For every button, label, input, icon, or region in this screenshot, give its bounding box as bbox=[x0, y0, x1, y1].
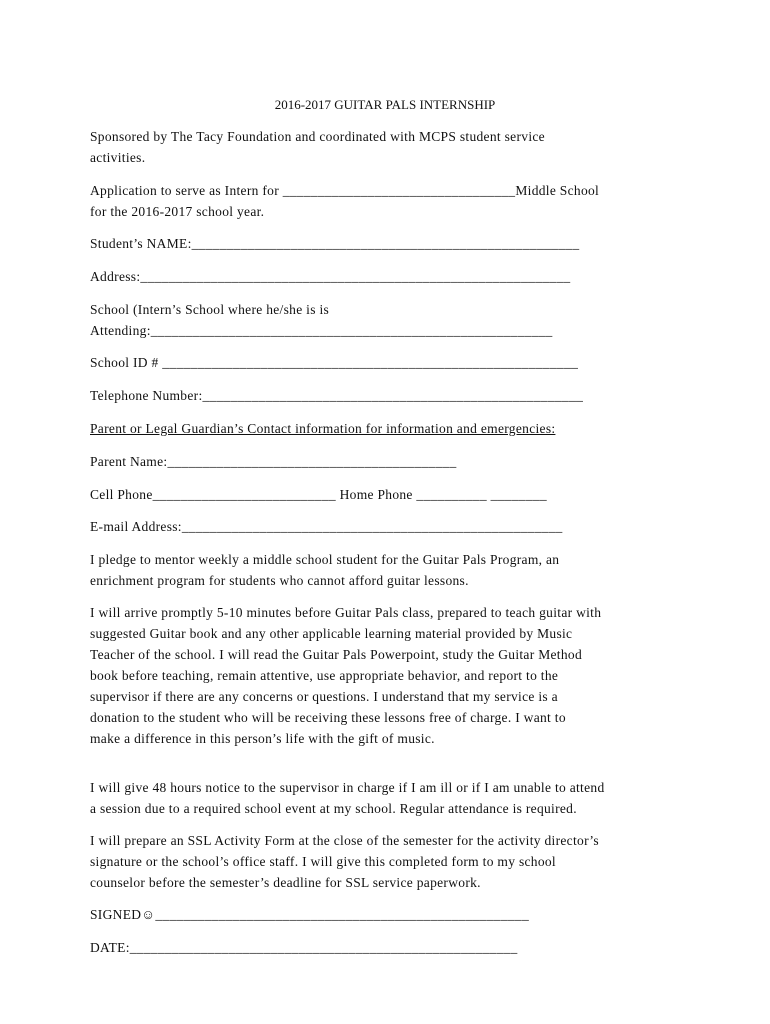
parent-contact-heading: Parent or Legal Guardian’s Contact information for information and emergencies: bbox=[90, 421, 556, 436]
student-name-field[interactable]: Student’s NAME:_______________________________________________________ bbox=[90, 236, 580, 251]
telephone-field[interactable]: Telephone Number:______________________________________________________ bbox=[90, 388, 584, 403]
application-line-1: Application to serve as Intern for _________________________________Middle School bbox=[90, 183, 600, 198]
signature-field[interactable]: SIGNED☺_____________________________________________________ bbox=[90, 907, 530, 922]
ssl-line-1: I will prepare an SSL Activity Form at the close of the semester for the activity director’s bbox=[90, 833, 599, 848]
date-field[interactable]: DATE:_______________________________________________________ bbox=[90, 940, 518, 955]
phone-fields[interactable]: Cell Phone__________________________ Home Phone __________ ________ bbox=[90, 487, 547, 502]
school-line-1: School (Intern’s School where he/she is is bbox=[90, 302, 330, 317]
arrive-line-7: make a difference in this person’s life with the gift of music. bbox=[90, 731, 435, 746]
school-attending-field[interactable]: Attending:_________________________________________________________ bbox=[90, 323, 553, 338]
arrive-line-1: I will arrive promptly 5-10 minutes before Guitar Pals class, prepared to teach guitar with bbox=[90, 605, 602, 620]
email-field[interactable]: E-mail Address:______________________________________________________ bbox=[90, 519, 563, 534]
ssl-line-3: counselor before the semester’s deadline for SSL service paperwork. bbox=[90, 875, 481, 890]
application-line-2: for the 2016-2017 school year. bbox=[90, 204, 265, 219]
arrive-line-4: book before teaching, remain attentive, use appropriate behavior, and report to the bbox=[90, 668, 559, 683]
notice-line-2: a session due to a required school event at my school. Regular attendance is required. bbox=[90, 801, 577, 816]
ssl-line-2: signature or the school’s office staff. I will give this completed form to my school bbox=[90, 854, 556, 869]
arrive-line-3: Teacher of the school. I will read the Guitar Pals Powerpoint, study the Guitar Method bbox=[90, 647, 582, 662]
arrive-line-2: suggested Guitar book and any other applicable learning material provided by Music bbox=[90, 626, 573, 641]
document-title: 2016-2017 GUITAR PALS INTERNSHIP bbox=[274, 97, 496, 112]
arrive-line-6: donation to the student who will be receiving these lessons free of charge. I want to bbox=[90, 710, 566, 725]
pledge-line-1: I pledge to mentor weekly a middle school student for the Guitar Pals Program, an bbox=[90, 552, 560, 567]
arrive-line-5: supervisor if there are any concerns or questions. I understand that my service is a bbox=[90, 689, 558, 704]
address-field[interactable]: Address:_____________________________________________________________ bbox=[90, 269, 571, 284]
sponsor-line-1: Sponsored by The Tacy Foundation and coordinated with MCPS student service bbox=[90, 129, 545, 144]
pledge-line-2: enrichment program for students who cannot afford guitar lessons. bbox=[90, 573, 469, 588]
sponsor-line-2: activities. bbox=[90, 150, 146, 165]
parent-name-field[interactable]: Parent Name:_________________________________________ bbox=[90, 454, 457, 469]
school-id-field[interactable]: School ID # ___________________________________________________________ bbox=[90, 355, 579, 370]
notice-line-1: I will give 48 hours notice to the supervisor in charge if I am ill or if I am unable to attend bbox=[90, 780, 605, 795]
